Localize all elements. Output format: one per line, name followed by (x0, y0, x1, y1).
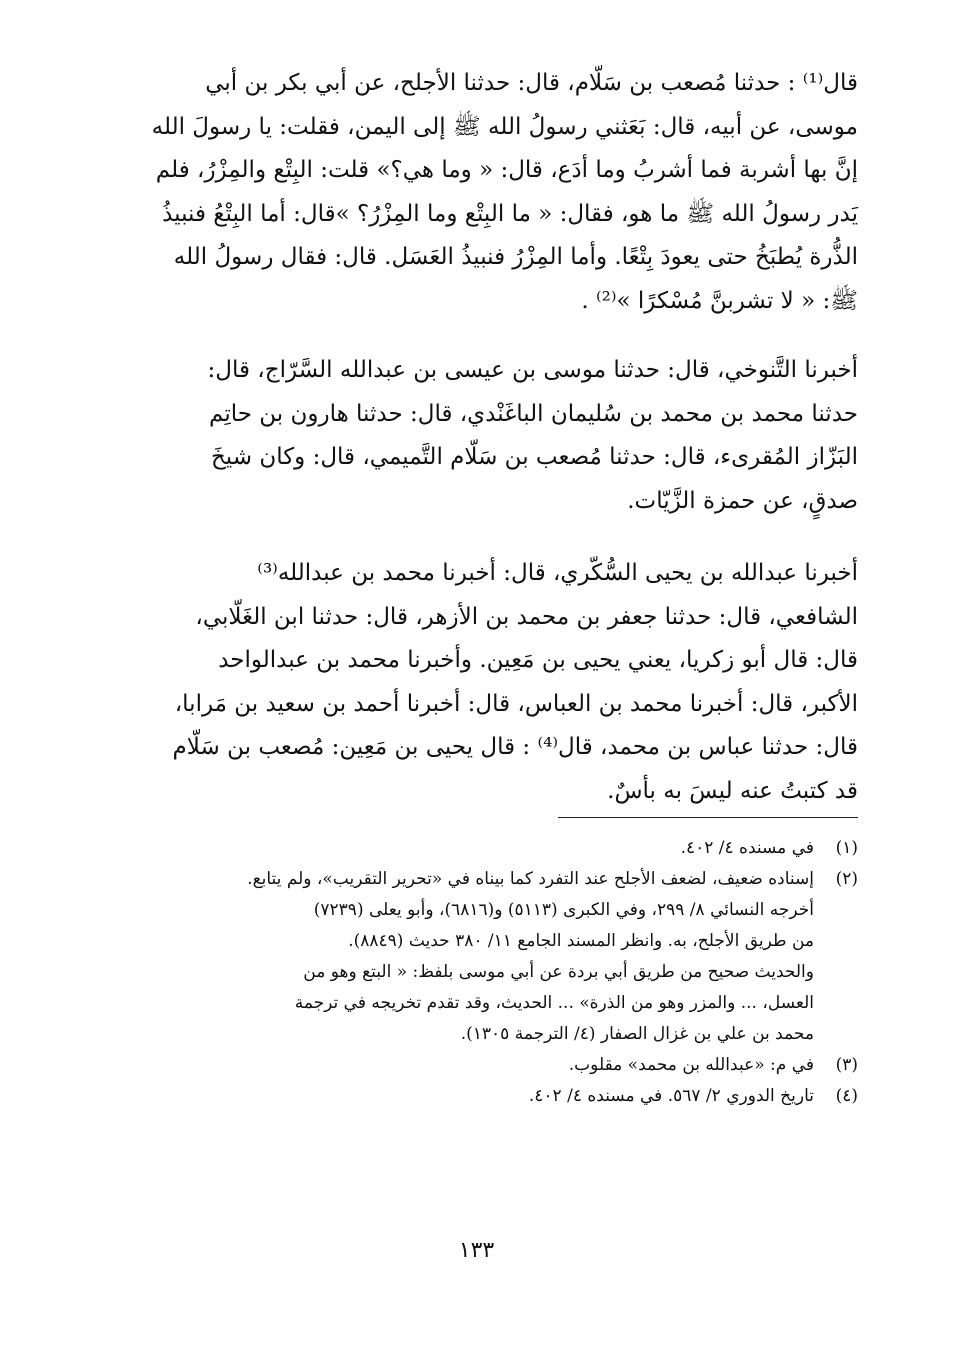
text-line: ﷺ: « لا تشربنَّ مُسْكرًا »⁽²⁾ . (581, 287, 858, 314)
page-number: ١٣٣ (458, 1238, 495, 1263)
footnote-number: (٣) (835, 1055, 858, 1075)
text-line: يَدر رسولُ الله ﷺ ما هو، فقال: « ما البِتْع وما المِزْرُ؟ »قال: أما البِتْعُ فنبيذُ (162, 200, 858, 227)
main-text (130, 62, 858, 839)
footnote-line: تاريخ الدوري ٢/ ٥٦٧. في مسنده ٤/ ٤٠٢. (528, 1086, 814, 1106)
footnote-body (125, 1050, 814, 1081)
footnote-line: إسناده ضعيف، لضعف الأجلح عند التفرد كما بيناه في «تحرير التقريب»، ولم يتابع. (247, 869, 814, 889)
footnote-separator (558, 817, 858, 818)
footnote-line: العسل، ... والمزر وهو من الذرة» ... الحديث، وقد تقدم تخريجه في ترجمة (294, 993, 814, 1013)
text-line: الأكبر، قال: أخبرنا محمد بن العباس، قال: أخبرنا أحمد بن سعيد بن مَرابا، (174, 690, 858, 717)
text-line: قال⁽¹⁾ : حدثنا مُصعب بن سَلّام، قال: حدثنا الأجلح، عن أبي بكر بن أبي (205, 70, 858, 96)
text-line: قد كتبتُ عنه ليسَ به بأسٌ. (607, 777, 858, 804)
footnote-number: (٤) (835, 1086, 858, 1106)
text-line: حدثنا محمد بن محمد بن سُليمان الباغَنْدي، قال: حدثنا هارون بن حاتِم (209, 400, 858, 427)
footnote-1 (125, 833, 858, 864)
footnote-line: والحديث صحيح من طريق أبي بردة عن أبي موسى بلفظ: « البتع وهو من (303, 962, 814, 982)
paragraph-1 (130, 62, 858, 323)
text-line: إنَّ بها أشربة فما أشربُ وما أدَع، قال: « وما هي؟» قلت: البِتْع والمِزْرُ، فلم (155, 157, 858, 183)
footnotes (125, 833, 858, 1112)
footnote-body (125, 1081, 814, 1112)
footnote-line: من طريق الأجلح، به. وانظر المسند الجامع ١١/ ٣٨٠ حديث (٨٨٤٩). (348, 931, 814, 951)
paragraph-3 (130, 552, 858, 813)
text-line: أخبرنا عبدالله بن يحيى السُّكّري، قال: أخبرنا محمد بن عبدالله⁽³⁾ (257, 560, 858, 586)
text-line: صدقٍ، عن حمزة الزَّيّات. (627, 487, 858, 514)
text-line: الشافعي، قال: حدثنا جعفر بن محمد بن الأزهر، قال: حدثنا ابن الغَلّابي، (195, 603, 858, 630)
text-line: قال: قال أبو زكريا، يعني يحيى بن مَعِين. وأخبرنا محمد بن عبدالواحد (218, 647, 858, 673)
text-line: الذُّرة يُطبَخُ حتى يعودَ بِتْعًا. وأما المِزْرُ فنبيذُ العَسَل. قال: فقال رسولُ الله (173, 244, 858, 270)
footnote-line: أخرجه النسائي ٨/ ٢٩٩، وفي الكبرى (٥١١٣) و(٦٨١٦)، وأبو يعلى (٧٢٣٩) (313, 900, 814, 920)
footnote-line: في مسنده ٤/ ٤٠٢. (680, 838, 814, 858)
footnote-line: في م: «عبدالله بن محمد» مقلوب. (568, 1055, 814, 1075)
footnote-body (125, 864, 814, 1050)
footnote-4 (125, 1081, 858, 1112)
footnote-body (125, 833, 814, 864)
text-line: موسى، عن أبيه، قال: بَعَثني رسولُ الله ﷺ إلى اليمن، فقلت: يا رسولَ الله (151, 113, 858, 140)
footnote-3 (125, 1050, 858, 1081)
footnote-number: (١) (835, 838, 858, 858)
text-line: أخبرنا التَّنوخي، قال: حدثنا موسى بن عيسى بن عبدالله السَّرّاج، قال: (207, 357, 858, 383)
footnote-number: (٢) (835, 869, 858, 889)
paragraph-2 (130, 349, 858, 523)
text-line: البَزّاز المُقرىء، قال: حدثنا مُصعب بن سَلّام التَّميمي، قال: وكان شيخَ (210, 444, 858, 470)
text-line: قال: حدثنا عباس بن محمد، قال⁽⁴⁾ : قال يحيى بن مَعِين: مُصعب بن سَلّام (172, 734, 858, 760)
footnote-line: محمد بن علي بن غزال الصفار (٤/ الترجمة ١٣٠٥). (460, 1024, 814, 1044)
footnote-2 (125, 864, 858, 1050)
